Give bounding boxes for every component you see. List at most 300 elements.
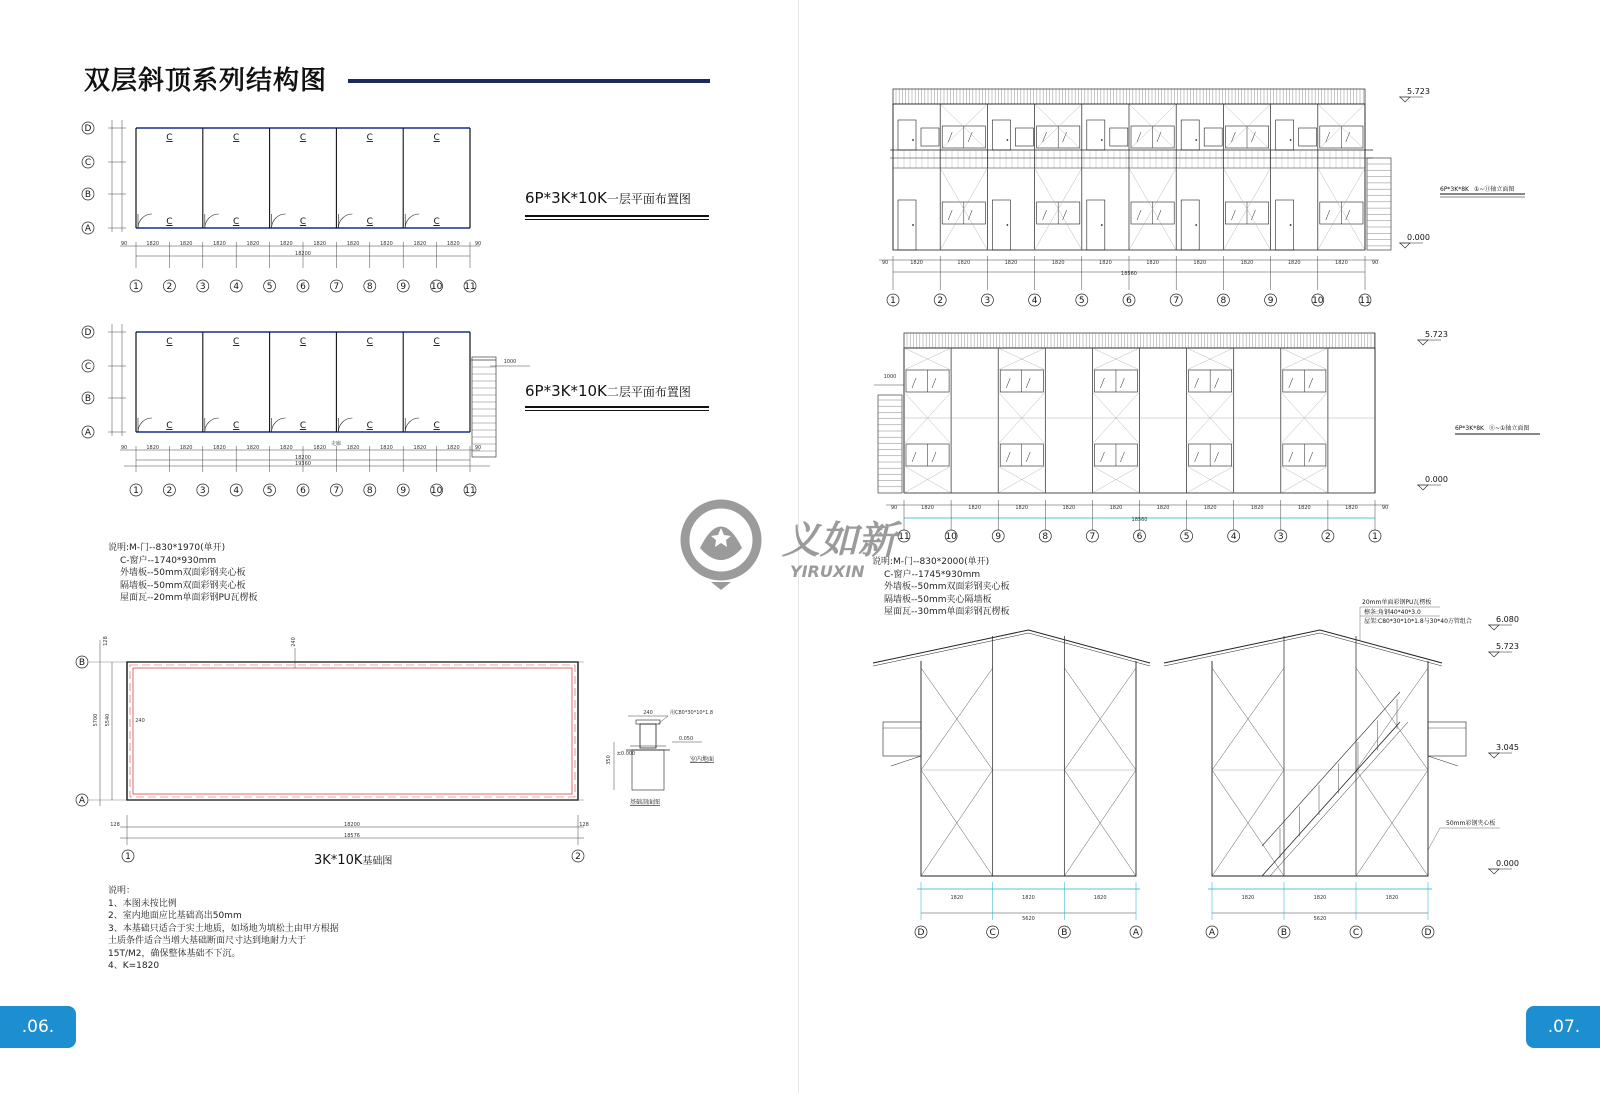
notes-right-line: 隔墙板--50mm夹心隔墙板 xyxy=(884,594,992,605)
plan1-col-axis-10-label: 10 xyxy=(430,282,443,292)
plan2-window-code-top: C xyxy=(299,337,307,347)
plan1-col-axis-8-label: 8 xyxy=(366,282,373,292)
plan2-stair-outline xyxy=(472,357,496,457)
plan1-col-axis-6-label: 6 xyxy=(300,282,306,292)
plan2-window-code-bottom: C xyxy=(433,421,440,431)
plan1-col-axis-11-label: 11 xyxy=(464,282,476,292)
plan2-window-code-top: C xyxy=(166,337,173,347)
elev2-axis-2-label: 2 xyxy=(1325,532,1331,542)
plan1-dim-edge: 90 xyxy=(120,241,128,247)
elev1-axis-9-label: 9 xyxy=(1267,296,1274,306)
elev2-axis-11-label: 11 xyxy=(898,532,910,542)
side-right-dim-total: 5620 xyxy=(1313,916,1327,922)
plan2-dim-edge: 90 xyxy=(120,445,128,451)
elev2-window-glass-mark xyxy=(1309,452,1313,462)
side-left-roof xyxy=(873,630,1150,663)
elev1-window-glass-mark xyxy=(1231,210,1235,220)
elev1-window-upper xyxy=(1299,128,1317,146)
elev1-window-upper xyxy=(921,128,939,146)
plan2-dim-value: 1820 xyxy=(446,445,460,451)
plan2-col-axis-2-label: 2 xyxy=(166,486,173,496)
page-number-left: .06. xyxy=(0,1006,76,1048)
plan1-col-axis-3-label: 3 xyxy=(199,282,206,292)
elev2-axis-3-label: 3 xyxy=(1277,532,1284,542)
plan1-row-axis-B-label: B xyxy=(84,190,92,200)
plan2-col-axis-10-label: 10 xyxy=(430,486,443,496)
side-note-wall: 50mm彩钢夹心板 xyxy=(1446,820,1496,827)
side-level-eave-text: 5.723 xyxy=(1496,642,1519,651)
elev1-door-upper xyxy=(992,120,1010,150)
notes-left-line: 隔墙板--50mm双面彩钢夹心板 xyxy=(120,580,246,591)
elev2-window-glass-mark xyxy=(932,378,936,388)
section-indoor-label: 室内地面 xyxy=(689,756,715,763)
elev1-door-upper xyxy=(1087,120,1105,150)
plan2-window-code-top: C xyxy=(233,337,240,347)
watermark-brand-en: YIRUXIN xyxy=(790,562,865,581)
elev2-level-top-triangle xyxy=(1418,340,1428,345)
elev2-window-glass-mark xyxy=(1006,378,1010,388)
plan2-door-arc xyxy=(405,418,419,432)
plan1-window-code-top: C xyxy=(366,133,373,143)
elev2-axis-10-label: 10 xyxy=(945,532,957,542)
plan1-window-code-top: C xyxy=(299,133,307,143)
foundation-outer xyxy=(127,662,578,800)
section-note: 用C80*30*10*1.8 xyxy=(670,710,714,716)
plan2-dim-value: 1820 xyxy=(146,445,160,451)
elev2-stair-dim: 1000 xyxy=(883,374,897,380)
side-note-roof: 20mm单面彩钢PU瓦楞板 xyxy=(1362,599,1432,606)
elev2-dim-value: 1820 xyxy=(1297,505,1311,511)
side-note-purlin: 檩条:角钢40*40*3.0 xyxy=(1364,609,1421,616)
elev1-window-glass-mark xyxy=(1251,132,1255,142)
side-right-axis-B-label: B xyxy=(1280,928,1288,938)
elev1-door-knob xyxy=(1195,139,1197,141)
plan1-dim-value: 1820 xyxy=(313,241,327,247)
plan1-window-code-top: C xyxy=(433,133,440,143)
plan1-window-code-top: C xyxy=(233,133,240,143)
elev2-dim-value: 1820 xyxy=(1062,505,1076,511)
side-left-balcony xyxy=(883,722,921,756)
elev1-window-glass-mark xyxy=(1043,132,1047,142)
foundation-title-main: 3K*10K xyxy=(314,853,363,868)
section-level1: 0.050 xyxy=(678,736,694,742)
plan1-col-axis-4-label: 4 xyxy=(233,282,240,292)
elev1-window-upper xyxy=(1015,128,1033,146)
elev1-dim-value: 1820 xyxy=(1146,260,1159,266)
elev2-window-glass-mark xyxy=(1006,452,1010,462)
plan1-door-arc xyxy=(272,214,286,228)
elev1-door-upper xyxy=(898,120,916,150)
plan2-dim-total: 18200 xyxy=(295,455,311,461)
elev2-dim-edge: 90 xyxy=(890,505,898,511)
elev1-door-upper xyxy=(1181,120,1199,150)
elev2-level-bottom-text: 0.000 xyxy=(1425,475,1448,484)
side-level-ground-text: 0.000 xyxy=(1496,859,1519,868)
elev2-dim-total: 18560 xyxy=(1131,517,1148,523)
side-left-dim-value: 1820 xyxy=(950,895,964,901)
side-left-dim-value: 1820 xyxy=(1022,895,1035,901)
elev1-window-glass-mark xyxy=(948,210,952,220)
elev2-dim-value: 1820 xyxy=(1109,505,1123,511)
elev2-level-bottom-triangle xyxy=(1418,485,1428,490)
elev1-window-glass-mark xyxy=(1063,132,1067,142)
elev1-window-glass-mark xyxy=(1043,210,1047,220)
elev1-axis-5-label: 5 xyxy=(1078,296,1085,306)
elev2-window-glass-mark xyxy=(1309,378,1313,388)
elev1-window-glass-mark xyxy=(1137,132,1141,142)
elev1-dim-value: 1820 xyxy=(1335,260,1348,266)
plan1-door-arc xyxy=(405,214,419,228)
plan1-col-axis-7-label: 7 xyxy=(333,282,340,292)
plan2-dim-value: 1820 xyxy=(413,445,427,451)
elev2-label-tail: ⑪~①轴立面图 xyxy=(1489,425,1530,432)
elev2-axis-7-label: 7 xyxy=(1089,532,1096,542)
plan2-dim-edge: 90 xyxy=(474,445,482,451)
foundation-dim-width: 18200 xyxy=(344,822,360,828)
elev1-axis-7-label: 7 xyxy=(1173,296,1180,306)
elev2-window-glass-mark xyxy=(1289,378,1293,388)
plan1-dim-value: 1820 xyxy=(413,241,427,247)
elev1-level-top-text: 5.723 xyxy=(1407,87,1430,96)
plan1-col-axis-1-label: 1 xyxy=(133,282,139,292)
side-left-axis-C-label: C xyxy=(989,928,996,938)
side-level-eave-triangle xyxy=(1489,652,1499,657)
notes-foundation-line: 2、室内地面应比基础高出50mm xyxy=(108,911,242,921)
side-right-balcony xyxy=(1428,722,1466,756)
plan2-corridor-label: 走廊 xyxy=(330,441,342,447)
elev1-axis-10-label: 10 xyxy=(1312,296,1324,306)
plan1-window-code-bottom: C xyxy=(433,217,440,227)
plan1-subtitle: 一层平面布置图 xyxy=(606,192,691,206)
plan2-col-axis-4-label: 4 xyxy=(233,486,240,496)
elev1-dim-value: 1820 xyxy=(1240,260,1254,266)
elev1-door-knob xyxy=(912,139,914,141)
plan1-dim-edge: 90 xyxy=(474,241,482,247)
elev1-dim-value: 1820 xyxy=(1004,260,1018,266)
side-level-ridge-text: 6.080 xyxy=(1496,615,1519,624)
elev2-window-glass-mark xyxy=(1026,452,1030,462)
elev1-dim-value: 1820 xyxy=(1099,260,1112,266)
side-level-mid-text: 3.045 xyxy=(1496,743,1519,752)
notes-left-line: 说明:M-门--830*1970(单开) xyxy=(108,543,226,553)
elev1-window-glass-mark xyxy=(968,210,972,220)
elev1-window-glass-mark xyxy=(1063,210,1067,220)
elev2-window-glass-mark xyxy=(1120,378,1124,388)
plan1-dim-value: 1820 xyxy=(346,241,360,247)
elev2-window-glass-mark xyxy=(912,452,916,462)
foundation-dim-left-inner: 5540 xyxy=(105,713,111,727)
elev2-dim-value: 1820 xyxy=(1156,505,1170,511)
plan2-window-code-bottom: C xyxy=(233,421,240,431)
plan1-title-main: 6P*3K*10K xyxy=(525,189,607,207)
foundation-col-axis-1-label: 1 xyxy=(125,852,131,862)
side-right-dim-value: 1820 xyxy=(1313,895,1327,901)
side-right-axis-C-label: C xyxy=(1352,928,1360,938)
foundation-dim-left-outer: 5700 xyxy=(93,713,99,727)
elev1-dim-edge: 90 xyxy=(1371,260,1379,266)
notes-right-line: C-窗户--1745*930mm xyxy=(884,569,981,580)
elev2-window-glass-mark xyxy=(1215,378,1219,388)
side-left-walls xyxy=(921,661,1136,876)
side-right-dim-value: 1820 xyxy=(1385,895,1399,901)
plan2-col-axis-7-label: 7 xyxy=(333,486,340,496)
elev2-axis-9-label: 9 xyxy=(995,532,1002,542)
side-right-axis-D-label: D xyxy=(1424,928,1432,938)
section-cap xyxy=(636,720,660,724)
elev2-window-glass-mark xyxy=(1289,452,1293,462)
plan1-dim-value: 1820 xyxy=(446,241,460,247)
foundation-inner xyxy=(133,668,572,794)
elev1-door-knob xyxy=(912,224,914,226)
notes-foundation-line: 土质条件适合当增大基础断面尺寸达到地耐力大于 xyxy=(108,936,307,946)
elev1-axis-4-label: 4 xyxy=(1031,296,1038,306)
plan1-window-code-bottom: C xyxy=(233,217,240,227)
foundation-dim-side-small-l: 128 xyxy=(110,822,120,828)
elev1-dim-value: 1820 xyxy=(1051,260,1065,266)
notes-right-line: 外墙板--50mm双面彩钢夹心板 xyxy=(884,582,1010,592)
elev2-dim-value: 1820 xyxy=(1250,505,1264,511)
elev1-window-glass-mark xyxy=(1346,210,1350,220)
elev2-label: 6P*3K*8K xyxy=(1455,425,1484,432)
elev1-window-upper xyxy=(1110,128,1128,146)
elev1-window-glass-mark xyxy=(1346,132,1350,142)
side-left-axis-B-label: B xyxy=(1061,928,1068,938)
elev1-window-glass-mark xyxy=(1251,210,1255,220)
elev1-dim-total: 18560 xyxy=(1121,271,1137,277)
plan1-window-code-bottom: C xyxy=(366,217,373,227)
side-right-stair-handrail xyxy=(1262,692,1400,846)
side-right-axis-A-label: A xyxy=(1208,928,1216,938)
plan2-row-axis-D-label: D xyxy=(84,328,92,338)
plan1-dim-value: 1820 xyxy=(246,241,260,247)
elev1-window-glass-mark xyxy=(1326,132,1330,142)
side-right-roof-inner xyxy=(1164,633,1442,666)
watermark xyxy=(685,504,903,590)
elev1-window-upper xyxy=(1204,128,1222,146)
plan1-col-axis-5-label: 5 xyxy=(266,282,273,292)
plan2-dim-value: 1820 xyxy=(246,445,260,451)
notes-foundation-line: 1、本图未按比例 xyxy=(108,898,177,909)
elev1-door-knob xyxy=(1290,224,1292,226)
elev2-axis-5-label: 5 xyxy=(1183,532,1190,542)
plan2-door-arc xyxy=(272,418,286,432)
foundation-dim-top: 240 xyxy=(291,637,297,647)
elev2-window-glass-mark xyxy=(912,378,916,388)
plan1-dim-value: 1820 xyxy=(179,241,193,247)
plan1-dim-value: 1820 xyxy=(279,241,293,247)
side-left-axis-A-label: A xyxy=(1132,928,1140,938)
plan1-window-code-bottom: C xyxy=(299,217,307,227)
plan1-window-code-bottom: C xyxy=(166,217,173,227)
elev2-window-glass-mark xyxy=(1195,378,1199,388)
plan2-door-arc xyxy=(138,418,152,432)
plan2-col-axis-11-label: 11 xyxy=(464,486,476,496)
foundation-dim-side-small-r: 128 xyxy=(579,822,589,828)
notes-right-line: 说明:M-门--830*2000(单开) xyxy=(872,557,990,567)
foundation-subtitle: 基础图 xyxy=(362,856,393,867)
plan2-col-axis-5-label: 5 xyxy=(266,486,273,496)
elev1-window-glass-mark xyxy=(1157,132,1161,142)
side-right-stair-stringer xyxy=(1262,722,1400,876)
plan2-dim-total-outer: 19360 xyxy=(295,461,311,467)
plan2-window-code-top: C xyxy=(366,337,373,347)
elev2-roof xyxy=(904,333,1375,348)
foundation-row-axis-b-label: B xyxy=(78,658,86,668)
plan2-dim-value: 1820 xyxy=(279,445,293,451)
plan2-dim-value: 1820 xyxy=(346,445,360,451)
plan2-col-axis-6-label: 6 xyxy=(300,486,306,496)
elev1-dim-value: 1820 xyxy=(1193,260,1207,266)
plan2-subtitle: 二层平面布置图 xyxy=(606,385,691,399)
elev2-dim-value: 1820 xyxy=(968,505,982,511)
foundation-col-axis-2-label: 2 xyxy=(575,852,581,862)
elev1-dim-value: 1820 xyxy=(1287,260,1301,266)
side-right-stair-stringer-2 xyxy=(1270,722,1408,876)
side-left-dim-value: 1820 xyxy=(1093,895,1107,901)
elev1-label-tail: ①~⑪轴立面图 xyxy=(1474,186,1515,193)
plan2-row-axis-C-label: C xyxy=(84,362,92,372)
notes-left-line: 外墙板--50mm双面彩钢夹心板 xyxy=(120,568,246,578)
page-title: 双层斜顶系列结构图 xyxy=(84,66,328,96)
side-left-dim-total: 5620 xyxy=(1022,916,1035,922)
plan1-row-axis-D-label: D xyxy=(84,124,92,134)
foundation-dim-corner: 128 xyxy=(103,636,109,646)
plan2-dim-value: 1820 xyxy=(380,445,393,451)
elev1-axis-6-label: 6 xyxy=(1126,296,1132,306)
plan1-col-axis-9-label: 9 xyxy=(400,282,407,292)
section-title: 基础剖面图 xyxy=(629,799,661,806)
elev2-window-glass-mark xyxy=(1026,378,1030,388)
elev1-window-glass-mark xyxy=(1326,210,1330,220)
plan2-title-main: 6P*3K*10K xyxy=(525,382,607,400)
plan2-col-axis-1-label: 1 xyxy=(133,486,139,496)
elev2-window-glass-mark xyxy=(1120,452,1124,462)
plan1-door-arc xyxy=(338,214,352,228)
section-height: 350 xyxy=(606,755,612,765)
foundation-dim-side: 240 xyxy=(135,718,145,724)
side-left-balcony-bracket xyxy=(891,756,921,766)
elev2-dim-value: 1820 xyxy=(1015,505,1029,511)
elev2-axis-4-label: 4 xyxy=(1230,532,1237,542)
elev1-door-upper xyxy=(1276,120,1294,150)
elev1-level-bottom-triangle xyxy=(1400,243,1410,248)
section-dim-text: 240 xyxy=(643,710,653,716)
elev2-axis-6-label: 6 xyxy=(1136,532,1143,542)
elev1-door-knob xyxy=(1101,139,1103,141)
plan2-window-code-bottom: C xyxy=(166,421,173,431)
elev1-stair xyxy=(1367,158,1391,250)
elev2-level-top-text: 5.723 xyxy=(1425,330,1448,339)
plan2-window-code-bottom: C xyxy=(366,421,373,431)
elev2-window-glass-mark xyxy=(932,452,936,462)
foundation-beam-line xyxy=(130,665,575,797)
elev2-axis-8-label: 8 xyxy=(1042,532,1049,542)
elev2-window-glass-mark xyxy=(1195,452,1199,462)
watermark-logo-tip xyxy=(711,582,731,590)
side-level-mid-triangle xyxy=(1489,753,1499,758)
elev2-stair xyxy=(878,395,902,493)
plan2-dim-value: 1820 xyxy=(179,445,193,451)
elev2-window-glass-mark xyxy=(1215,452,1219,462)
elev2-dim-value: 1820 xyxy=(1345,505,1358,511)
elev1-axis-1-label: 1 xyxy=(890,296,896,306)
elev1-window-glass-mark xyxy=(968,132,972,142)
plan2-col-axis-8-label: 8 xyxy=(366,486,373,496)
elev2-window-glass-mark xyxy=(1100,378,1104,388)
elev1-door-knob xyxy=(1007,139,1009,141)
side-left-axis-D-label: D xyxy=(917,928,925,938)
notes-foundation-line: 3、本基础只适合于实土地质，如场地为填松土由甲方根据 xyxy=(108,923,339,934)
foundation-row-axis-a-label: A xyxy=(78,796,86,806)
plan1-door-arc xyxy=(205,214,219,228)
side-right-walls xyxy=(1212,661,1428,876)
elev1-window-glass-mark xyxy=(1157,210,1161,220)
plan1-window-code-top: C xyxy=(166,133,173,143)
plan2-stair-dim: 1000 xyxy=(503,359,517,365)
elev1-door-knob xyxy=(1007,224,1009,226)
elev1-door-knob xyxy=(1195,224,1197,226)
side-right-dim-value: 1820 xyxy=(1241,895,1255,901)
plan2-door-arc xyxy=(338,418,352,432)
elev1-door-knob xyxy=(1101,224,1103,226)
side-level-ridge-triangle xyxy=(1489,625,1499,630)
elev2-dim-value: 1820 xyxy=(921,505,934,511)
plan1-col-axis-2-label: 2 xyxy=(166,282,173,292)
side-note-truss: 屋架:C80*30*10*1.8与30*40方管组合 xyxy=(1364,618,1472,625)
elev1-level-top-triangle xyxy=(1400,97,1410,102)
plan1-dim-value: 1820 xyxy=(213,241,226,247)
elev1-dim-value: 1820 xyxy=(957,260,971,266)
notes-foundation-line: 4、K=1820 xyxy=(108,961,160,971)
elev1-window-glass-mark xyxy=(1137,210,1141,220)
plan1-row-axis-A-label: A xyxy=(84,224,92,234)
elev1-axis-3-label: 3 xyxy=(984,296,991,306)
side-note-wall-leader xyxy=(1428,828,1440,850)
elev1-level-bottom-text: 0.000 xyxy=(1407,233,1430,242)
watermark-brand-cn: 义如新 xyxy=(782,517,897,562)
plan2-dim-value: 1820 xyxy=(313,445,327,451)
notes-right-line: 屋面瓦--30mm单面彩钢瓦楞板 xyxy=(884,607,1010,617)
notes-left-line: C-窗户--1740*930mm xyxy=(120,555,217,566)
elev1-dim-value: 1820 xyxy=(910,260,923,266)
side-right-roof xyxy=(1164,630,1442,663)
elev1-roof xyxy=(893,89,1365,104)
plan1-dim-value: 1820 xyxy=(146,241,160,247)
section-level2: ±0.000 xyxy=(616,751,636,757)
plan2-window-code-top: C xyxy=(433,337,440,347)
side-level-ground-triangle xyxy=(1489,869,1499,874)
page-number-right: .07. xyxy=(1526,1006,1600,1048)
elev2-window-glass-mark xyxy=(1100,452,1104,462)
elev1-dim-edge: 90 xyxy=(881,260,889,266)
plan1-row-axis-C-label: C xyxy=(84,158,92,168)
plan2-row-axis-A-label: A xyxy=(84,428,92,438)
elev1-door-knob xyxy=(1290,139,1292,141)
notes-foundation-line: 15T/M2，确保整体基础不下沉。 xyxy=(108,948,241,959)
elev1-axis-8-label: 8 xyxy=(1220,296,1227,306)
plan2-col-axis-9-label: 9 xyxy=(400,486,407,496)
elev1-axis-2-label: 2 xyxy=(937,296,944,306)
side-right-balcony-bracket xyxy=(1428,756,1458,766)
elev2-dim-value: 1820 xyxy=(1203,505,1217,511)
plan2-col-axis-3-label: 3 xyxy=(199,486,206,496)
plan2-door-arc xyxy=(205,418,219,432)
plan2-row-axis-B-label: B xyxy=(84,394,92,404)
elev1-axis-11-label: 11 xyxy=(1359,296,1371,306)
section-footing xyxy=(632,750,664,790)
notes-foundation-line: 说明： xyxy=(108,886,136,896)
plan1-door-arc xyxy=(138,214,152,228)
